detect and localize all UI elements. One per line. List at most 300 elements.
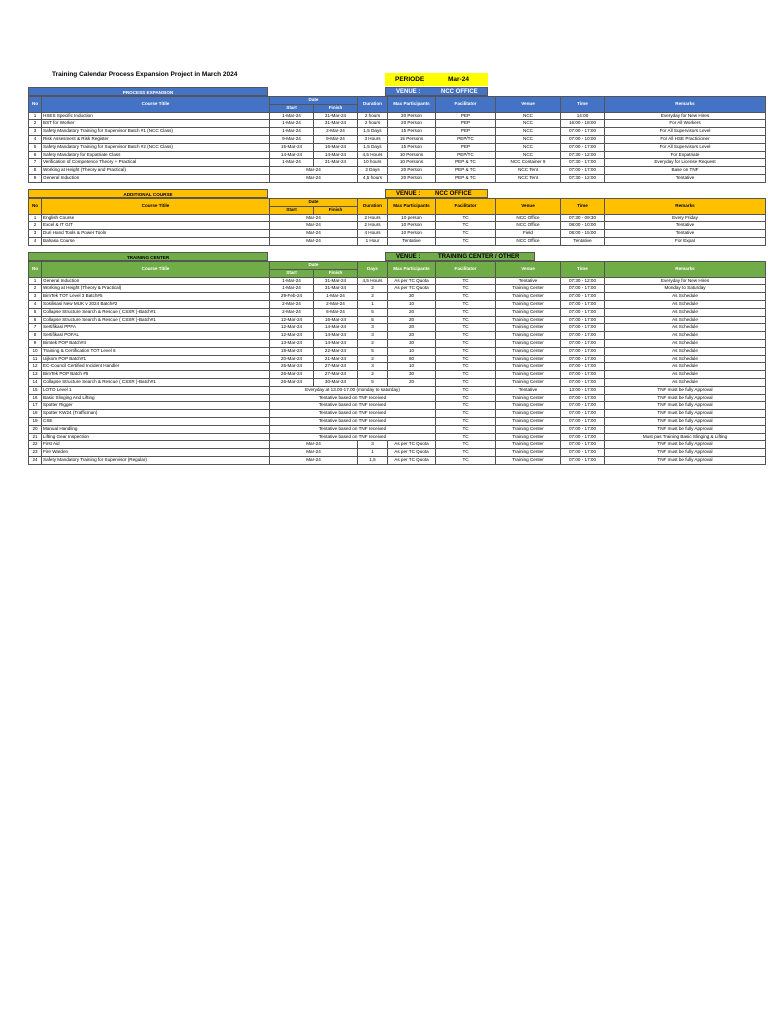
max-participants: 10 Person: [388, 222, 436, 230]
course-title: Risk Assesment & Risk Register: [42, 135, 270, 143]
row-no: 5: [29, 143, 42, 151]
start-date: 9-Mar-24: [270, 135, 314, 143]
remarks: As Schedule: [605, 371, 766, 379]
start-date: 13-Mar-24: [270, 339, 314, 347]
row-no: 9: [29, 339, 42, 347]
time: 07:00 - 17:00: [561, 394, 605, 402]
duration: 3: [358, 332, 388, 340]
table-row: [29, 293, 766, 301]
finish-date: 22-Mar-24: [314, 347, 358, 355]
max-participants: 20: [388, 332, 436, 340]
periode-value: Mar-24: [448, 76, 469, 83]
date-merged: Mar-24: [270, 237, 358, 245]
course-title: Working at Height (Theory & Practical): [42, 285, 270, 293]
row-no: 16: [29, 394, 42, 402]
facilitator: PEP/TC: [436, 151, 496, 159]
header-duration: Duration: [358, 97, 388, 113]
row-no: 21: [29, 433, 42, 441]
remarks: TNF must be fully Approval: [605, 441, 766, 449]
time: 07:00 - 17:00: [561, 417, 605, 425]
venue: Training Center: [496, 308, 561, 316]
remarks: Must pas Training Basic Slinging & Lifting: [605, 433, 766, 441]
venue: Training Center: [496, 425, 561, 433]
time: 07:00 - 17:00: [561, 449, 605, 457]
row-no: 23: [29, 449, 42, 457]
row-no: 19: [29, 417, 42, 425]
max-participants: As per TC Quota: [388, 456, 436, 464]
venue: Training Center: [496, 324, 561, 332]
header-finish: Finish: [314, 104, 358, 112]
facilitator: TC: [436, 316, 496, 324]
row-no: 4: [29, 300, 42, 308]
facilitator: TC: [436, 378, 496, 386]
header-start: Start: [270, 269, 314, 277]
max-participants: As per TC Quota: [388, 441, 436, 449]
row-no: 7: [29, 324, 42, 332]
row-no: 13: [29, 371, 42, 379]
max-participants: As per TC Quota: [388, 277, 436, 285]
facilitator: TC: [436, 410, 496, 418]
facilitator: TC: [436, 293, 496, 301]
venue: NCC Container 9: [496, 159, 561, 167]
row-no: 7: [29, 159, 42, 167]
row-no: 2: [29, 222, 42, 230]
table-row: [29, 151, 766, 159]
row-no: 3: [29, 293, 42, 301]
remarks: As Schedule: [605, 308, 766, 316]
time: 07:00 - 17:00: [561, 308, 605, 316]
table-row: [29, 128, 766, 136]
remarks: Everyday for License Request: [605, 159, 766, 167]
time: 07:30 - 12:00: [561, 277, 605, 285]
facilitator: TC: [436, 324, 496, 332]
finish-date: 14-Mar-24: [314, 339, 358, 347]
row-no: 11: [29, 355, 42, 363]
venue: Training Center: [496, 449, 561, 457]
duration: 4 Hours: [358, 230, 388, 238]
start-date: 1-Mar-24: [270, 128, 314, 136]
periode-box: [385, 73, 488, 86]
finish-date: 27-Mar-24: [314, 363, 358, 371]
table-row: [29, 277, 766, 285]
course-title: Basic Slinging And Lifting: [42, 394, 270, 402]
venue: Training Center: [496, 433, 561, 441]
max-participants: 10 Person: [388, 230, 436, 238]
facilitator: TC: [436, 394, 496, 402]
venue: Training Center: [496, 293, 561, 301]
table-row: [29, 355, 766, 363]
facilitator: PEP: [436, 143, 496, 151]
header-course-title: Course Titile: [42, 97, 270, 113]
facilitator: PEP: [436, 120, 496, 128]
table-row: [29, 449, 766, 457]
venue: Training Center: [496, 347, 561, 355]
time: 07:00 - 17:00: [561, 347, 605, 355]
start-date: 1-Mar-24: [270, 112, 314, 120]
finish-date: 1-Mar-24: [314, 293, 358, 301]
header-course-title: Course Titile: [42, 199, 270, 215]
table-row: [29, 237, 766, 245]
row-no: 6: [29, 151, 42, 159]
max-participants: 20 Person: [388, 112, 436, 120]
venue: Training Center: [496, 402, 561, 410]
duration: 3: [358, 324, 388, 332]
venue: NCC: [496, 128, 561, 136]
course-title: Collapse Structure Search & Rescue ( CSSR )-Batch#1: [42, 316, 270, 324]
row-no: 3: [29, 230, 42, 238]
header-duration: Duration: [358, 199, 388, 215]
remarks: Everyday for New Hires: [605, 112, 766, 120]
course-title: BST for Worker: [42, 120, 270, 128]
table-row: [29, 285, 766, 293]
time: 07:00 - 17:00: [561, 355, 605, 363]
finish-date: 31-Mar-24: [314, 120, 358, 128]
row-no: 2: [29, 120, 42, 128]
venue: Training Center: [496, 371, 561, 379]
venue: NCC: [496, 143, 561, 151]
venue-bar-1: [385, 87, 488, 96]
facilitator: TC: [436, 417, 496, 425]
start-date: 2-Mar-24: [270, 308, 314, 316]
venue: Training Center: [496, 316, 561, 324]
max-participants: 20: [388, 316, 436, 324]
facilitator: TC: [436, 456, 496, 464]
finish-date: 16-Mar-24: [314, 143, 358, 151]
time: 16:00 - 18:00: [561, 120, 605, 128]
row-no: 12: [29, 363, 42, 371]
remarks: As Schedule: [605, 316, 766, 324]
venue: Training Center: [496, 410, 561, 418]
duration: 3: [358, 441, 388, 449]
duration: 2: [358, 371, 388, 379]
facilitator: TC: [436, 386, 496, 394]
max-participants: As per TC Quota: [388, 449, 436, 457]
remarks: Every Friday: [605, 214, 766, 222]
time: 07:30 - 17:00: [561, 159, 605, 167]
row-no: 3: [29, 128, 42, 136]
table-row: [29, 371, 766, 379]
duration: 2 hours: [358, 112, 388, 120]
time: 07:00 - 17:00: [561, 143, 605, 151]
start-date: 1-Mar-24: [270, 285, 314, 293]
facilitator: TC: [436, 441, 496, 449]
venue: Training Center: [496, 300, 561, 308]
duration: 2: [358, 285, 388, 293]
start-date: 26-Mar-24: [270, 378, 314, 386]
remarks: Monday to Saturday: [605, 285, 766, 293]
time: 07:30 - 12:00: [561, 151, 605, 159]
facilitator: PEP: [436, 112, 496, 120]
table-row: [29, 174, 766, 182]
row-no: 8: [29, 167, 42, 175]
table-row: [29, 363, 766, 371]
table-row: [29, 378, 766, 386]
course-title: Sertifikasi POFAL: [42, 332, 270, 340]
facilitator: PEP: [436, 128, 496, 136]
venue: NCC Tent: [496, 174, 561, 182]
table-row: [29, 308, 766, 316]
schedule-note: Tentative based on TNF received: [270, 417, 436, 425]
venue: NCC Office: [496, 237, 561, 245]
venue: Tentative: [496, 386, 561, 394]
max-participants: 20: [388, 378, 436, 386]
schedule-note: Tentative based on TNF received: [270, 402, 436, 410]
start-date: 1-Mar-24: [270, 120, 314, 128]
finish-date: 2-Mar-24: [314, 300, 358, 308]
start-date: 20-Mar-24: [270, 355, 314, 363]
time: 07:00 - 17:00: [561, 378, 605, 386]
time: 08:00 - 15:00: [561, 230, 605, 238]
facilitator: TC: [436, 230, 496, 238]
row-no: 22: [29, 441, 42, 449]
finish-date: 6-Mar-24: [314, 308, 358, 316]
time: 07:00 - 17:00: [561, 371, 605, 379]
date-merged: Mar-24: [270, 449, 358, 457]
remarks: As Schedule: [605, 332, 766, 340]
time: 07:30 - 12:00: [561, 174, 605, 182]
time: 07:00 - 17:00: [561, 324, 605, 332]
section-title-additional-course: ADDITIONAL COURSE: [28, 189, 268, 198]
max-participants: 30: [388, 339, 436, 347]
duration: 5: [358, 316, 388, 324]
table-row: [29, 332, 766, 340]
venue: Training Center: [496, 441, 561, 449]
table-row: [29, 159, 766, 167]
header-facilitator: Facilitator: [436, 199, 496, 215]
header-facilitator: Facilitator: [436, 262, 496, 278]
header-remarks: Remarks: [605, 97, 766, 113]
course-title: Sertifikasi PPFA: [42, 324, 270, 332]
remarks: Base on TNF: [605, 167, 766, 175]
venue: NCC Office: [496, 222, 561, 230]
duration: 2 Hours: [358, 214, 388, 222]
header-no: No: [29, 262, 42, 278]
course-title: Manual Handling: [42, 425, 270, 433]
max-participants: 20 Person: [388, 167, 436, 175]
venue: NCC Tent: [496, 167, 561, 175]
max-participants: 30: [388, 293, 436, 301]
duration: 4,5 Hours: [358, 151, 388, 159]
start-date: 14-Mar-24: [270, 151, 314, 159]
table-row: [29, 386, 766, 394]
remarks: Tentative: [605, 222, 766, 230]
row-no: 4: [29, 135, 42, 143]
course-title: EC-Council Certified Incident Handler: [42, 363, 270, 371]
remarks: As Schedule: [605, 355, 766, 363]
course-title: HSES Specific Induction: [42, 112, 270, 120]
venue: Training Center: [496, 339, 561, 347]
date-merged: Mar-24: [270, 456, 358, 464]
table-row: [29, 394, 766, 402]
header-start: Start: [270, 104, 314, 112]
header-time: Time: [561, 97, 605, 113]
date-merged: Mar-24: [270, 214, 358, 222]
start-date: 12-Mar-24: [270, 316, 314, 324]
venue: Training Center: [496, 417, 561, 425]
max-participants: 10: [388, 300, 436, 308]
time: 07:00 - 17:00: [561, 167, 605, 175]
duration: 2 Hours: [358, 222, 388, 230]
row-no: 1: [29, 214, 42, 222]
process-expansion-table: [28, 96, 766, 183]
venue-label: VENUE :: [396, 89, 421, 95]
row-no: 18: [29, 410, 42, 418]
course-title: General Induction: [42, 277, 270, 285]
facilitator: TC: [436, 371, 496, 379]
section-title-process-expansion: PROCESS EXPANSION: [28, 87, 268, 96]
facilitator: TC: [436, 339, 496, 347]
max-participants: 10 Persons: [388, 151, 436, 159]
venue-bar-2: [385, 189, 488, 198]
date-merged: Mar-24: [270, 174, 358, 182]
header-no: No: [29, 199, 42, 215]
start-date: 2-Mar-24: [270, 300, 314, 308]
row-no: 9: [29, 174, 42, 182]
duration: 5: [358, 308, 388, 316]
remarks: For Expat: [605, 237, 766, 245]
duration: 5: [358, 347, 388, 355]
remarks: For All HSE Practicioner: [605, 135, 766, 143]
schedule-note: Tentative based on TNF received: [270, 394, 436, 402]
row-no: 24: [29, 456, 42, 464]
remarks: For Expatriate: [605, 151, 766, 159]
facilitator: PEP/TC: [436, 135, 496, 143]
venue: NCC: [496, 120, 561, 128]
venue-label: VENUE :: [396, 254, 421, 260]
venue: NCC: [496, 135, 561, 143]
course-title: Verification of Competence Theory + Practical: [42, 159, 270, 167]
course-title: Working at Height (Theory and Practical): [42, 167, 270, 175]
training-center-table: [28, 261, 766, 465]
duration: 10 hours: [358, 159, 388, 167]
header-max-participants: Max Participants: [388, 262, 436, 278]
time: 14:00: [561, 112, 605, 120]
venue: Field: [496, 230, 561, 238]
table-row: [29, 135, 766, 143]
duration: 3: [358, 363, 388, 371]
table-row: [29, 120, 766, 128]
duration: 1,5 Days: [358, 143, 388, 151]
duration: 5: [358, 378, 388, 386]
facilitator: TC: [436, 332, 496, 340]
max-participants: 20 Person: [388, 174, 436, 182]
start-date: 1-Mar-24: [270, 277, 314, 285]
time: 07:00 - 10:00: [561, 135, 605, 143]
finish-date: 14-Mar-24: [314, 332, 358, 340]
time: 07:00 - 17:00: [561, 456, 605, 464]
table-row: [29, 441, 766, 449]
facilitator: PEP & TC: [436, 167, 496, 175]
course-title: Excel & IT GIT: [42, 222, 270, 230]
remarks: As Schedule: [605, 378, 766, 386]
start-date: 1-Mar-24: [270, 159, 314, 167]
start-date: 29-Feb-24: [270, 293, 314, 301]
max-participants: 15 Person: [388, 128, 436, 136]
max-participants: 20 Person: [388, 120, 436, 128]
date-merged: Mar-24: [270, 441, 358, 449]
header-duration: Days: [358, 262, 388, 278]
table-row: [29, 316, 766, 324]
course-title: Collapse Structure Search & Rescue ( CSSR )-Batch#1: [42, 378, 270, 386]
venue: Training Center: [496, 285, 561, 293]
time: 07:00 - 17:00: [561, 433, 605, 441]
remarks: As Schedule: [605, 293, 766, 301]
date-merged: Mar-24: [270, 230, 358, 238]
row-no: 14: [29, 378, 42, 386]
duration: 2: [358, 355, 388, 363]
course-title: Spotter Rigger: [42, 402, 270, 410]
header-start: Start: [270, 206, 314, 214]
max-participants: 15 Persons: [388, 135, 436, 143]
remarks: TNF must be fully Approval: [605, 425, 766, 433]
finish-date: 14-Mar-24: [314, 151, 358, 159]
time: 13:00 - 17:00: [561, 386, 605, 394]
remarks: As Schedule: [605, 347, 766, 355]
finish-date: 9-Mar-24: [314, 135, 358, 143]
course-title: Collapse Structure Search & Rescue ( CSSR )-Batch#1: [42, 308, 270, 316]
facilitator: PEP & TC: [436, 174, 496, 182]
venue: NCC: [496, 151, 561, 159]
remarks: For All Supervisors Level: [605, 128, 766, 136]
remarks: For All Supervisors Level: [605, 143, 766, 151]
course-title: Safety Mandatory Training for Supervisor (Regular): [42, 456, 270, 464]
time: 07:00 - 17:00: [561, 339, 605, 347]
start-date: 15-Mar-24: [270, 143, 314, 151]
duration: 1: [358, 300, 388, 308]
header-remarks: Remarks: [605, 199, 766, 215]
facilitator: TC: [436, 363, 496, 371]
course-title: Spotter KW24 (Trafficman): [42, 410, 270, 418]
header-remarks: Remarks: [605, 262, 766, 278]
facilitator: TC: [436, 402, 496, 410]
duration: 4,5 Hours: [358, 277, 388, 285]
finish-date: 31-Mar-24: [314, 285, 358, 293]
course-title: Bimtek POP Batch#4: [42, 339, 270, 347]
course-title: LOTO Level 1: [42, 386, 270, 394]
remarks: As Schedule: [605, 324, 766, 332]
facilitator: TC: [436, 214, 496, 222]
max-participants: 10: [388, 363, 436, 371]
facilitator: TC: [436, 237, 496, 245]
table-row: [29, 433, 766, 441]
row-no: 15: [29, 386, 42, 394]
remarks: TNF must be fully Approval: [605, 402, 766, 410]
venue: NCC: [496, 112, 561, 120]
row-no: 17: [29, 402, 42, 410]
table-row: [29, 230, 766, 238]
row-no: 4: [29, 237, 42, 245]
remarks: For All Workers: [605, 120, 766, 128]
max-participants: 60: [388, 355, 436, 363]
row-no: 6: [29, 316, 42, 324]
facilitator: TC: [436, 222, 496, 230]
time: 07:00 - 17:00: [561, 332, 605, 340]
row-no: 1: [29, 112, 42, 120]
max-participants: 15 Person: [388, 143, 436, 151]
section-title-training-center: TRAINING CENTER: [28, 252, 268, 261]
header-venue: Venue: [496, 262, 561, 278]
max-participants: Tentative: [388, 237, 436, 245]
table-row: [29, 112, 766, 120]
duration: 3 Hours: [358, 135, 388, 143]
course-title: Safety Mandatory for Expatriate Class: [42, 151, 270, 159]
time: 07:00 - 17:00: [561, 128, 605, 136]
header-date: Date: [270, 97, 358, 105]
schedule-note: Tentative based on TNF received: [270, 425, 436, 433]
table-row: [29, 214, 766, 222]
venue-label: VENUE :: [396, 191, 421, 197]
periode-label: PERIODE: [395, 76, 425, 83]
